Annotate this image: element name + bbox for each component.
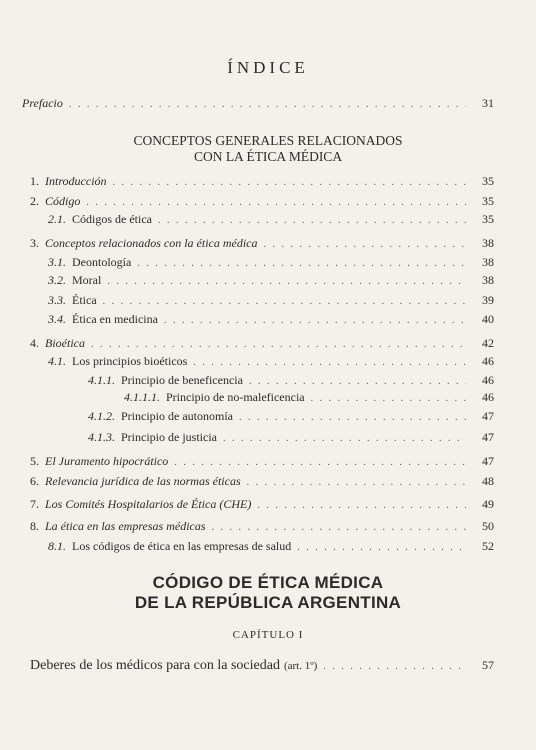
entry-label: Moral [72,273,102,287]
leader-dots [91,339,466,350]
toc-entry [48,293,494,309]
entry-label: Los principios bioéticos [72,354,188,368]
entry-page: 46 [482,390,494,404]
entry-label: Ética en medicina [72,312,158,326]
index-title: ÍNDICE [227,58,309,77]
entry-page: 57 [482,658,494,672]
leader-dots [164,315,466,326]
leader-dots [311,393,466,404]
entry-page: 42 [482,336,494,350]
toc-entry [88,373,494,389]
leader-dots [69,99,466,110]
entry-page: 39 [482,293,494,307]
toc-entry [88,409,494,425]
leader-dots [174,457,466,468]
toc-entry [30,236,494,252]
entry-number: 4.1.2. [88,409,115,423]
entry-number: 4.1.3. [88,430,115,444]
leader-dots [297,542,466,553]
entry-page: 48 [482,474,494,488]
toc-entry [88,430,494,446]
entry-number: 7. [30,497,39,511]
entry-label: Deontología [72,255,132,269]
code-heading [0,573,536,613]
toc-entry [30,497,494,513]
leader-dots [247,477,466,488]
entry-number: 4.1. [48,354,66,368]
toc-entry [30,519,494,535]
entry-number: 4.1.1.1. [124,390,160,404]
entry-page: 40 [482,312,494,326]
toc-entry [48,255,494,271]
entry-label: Deberes de los médicos para con la sociedad [30,658,280,673]
entry-page: 35 [482,212,494,226]
leader-dots [323,661,466,672]
leader-dots [223,433,466,444]
entry-label: Códigos de ética [72,212,152,226]
entry-label: Bioética [45,336,85,350]
entry-number: 4.1.1. [88,373,115,387]
entry-number: 2. [30,194,39,208]
entry-number: 8.1. [48,539,66,553]
section-heading-line: CONCEPTOS GENERALES RELACIONADOS [133,133,403,148]
entry-page: 52 [482,539,494,553]
leader-dots [249,376,466,387]
toc-entry [30,454,494,470]
entry-page: 47 [482,454,494,468]
entry-number: 8. [30,519,39,533]
entry-label: El Juramento hipocrático [45,454,169,468]
entry-page: 38 [482,273,494,287]
entry-label: Los Comités Hospitalarios de Ética (CHE) [45,497,252,511]
section-heading-line: CON LA ÉTICA MÉDICA [193,149,343,164]
entry-suffix: (art. 1º) [283,660,318,672]
chapter-label: CAPÍTULO I [232,629,304,641]
entry-page: 38 [482,236,494,250]
entry-number: 6. [30,474,39,488]
leader-dots [264,239,466,250]
toc-entry [30,474,494,490]
toc-entry [48,539,494,555]
leader-dots [113,177,466,188]
toc-entry-preface [22,96,494,112]
leader-dots [107,276,466,287]
entry-page: 35 [482,194,494,208]
entry-label: Introducción [45,174,107,188]
toc-entry [30,336,494,352]
entry-label: Los códigos de ética en las empresas de salud [72,539,292,553]
leader-dots [137,258,466,269]
entry-page: 35 [482,174,494,188]
entry-label: Principio de autonomía [121,409,233,423]
entry-number: 3.3. [48,293,66,307]
leader-dots [257,500,466,511]
toc-entry [48,312,494,328]
entry-label: Código [45,194,81,208]
section-heading [0,133,536,165]
entry-page: 46 [482,373,494,387]
entry-number: 3.4. [48,312,66,326]
entry-label: La ética en las empresas médicas [45,519,206,533]
entry-page: 47 [482,430,494,444]
leader-dots [158,215,466,226]
toc-entry [30,194,494,210]
entry-page: 38 [482,255,494,269]
entry-page: 31 [482,96,494,110]
entry-page: 46 [482,354,494,368]
entry-number: 2.1. [48,212,66,226]
entry-label: Principio de no-maleficencia [166,390,305,404]
entry-page: 49 [482,497,494,511]
entry-label: Conceptos relacionados con la ética médica [45,236,258,250]
entry-number: 4. [30,336,39,350]
entry-label: Relevancia jurídica de las normas éticas [45,474,241,488]
entry-number: 5. [30,454,39,468]
entry-label: Prefacio [22,96,63,110]
entry-label: Principio de justicia [121,430,217,444]
toc-entry [30,174,494,190]
toc-entry [48,354,494,370]
toc-entry [124,390,494,406]
entry-number: 3. [30,236,39,250]
leader-dots [86,197,466,208]
code-heading-line: CÓDIGO DE ÉTICA MÉDICA [152,573,384,592]
leader-dots [239,412,466,423]
toc-entry-chapter [30,658,494,676]
entry-number: 3.2. [48,273,66,287]
entry-label: Ética [72,293,97,307]
entry-page: 50 [482,519,494,533]
entry-page: 47 [482,409,494,423]
entry-number: 3.1. [48,255,66,269]
leader-dots [212,522,466,533]
toc-entry [48,273,494,289]
code-heading-line: DE LA REPÚBLICA ARGENTINA [134,593,402,612]
toc-entry [48,212,494,228]
leader-dots [193,357,466,368]
leader-dots [103,296,466,307]
entry-label: Principio de beneficencia [121,373,243,387]
entry-number: 1. [30,174,39,188]
